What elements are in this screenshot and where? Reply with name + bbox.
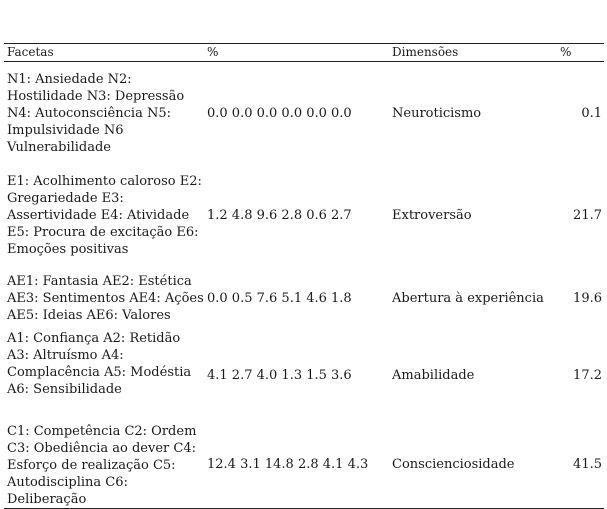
table-row bbox=[4, 266, 604, 330]
dimension-percent: 21.7 bbox=[573, 207, 602, 223]
dimension-percent: 17.2 bbox=[573, 367, 602, 383]
dimension-name: Neuroticismo bbox=[392, 105, 482, 121]
dimension-name: Amabilidade bbox=[392, 367, 475, 383]
dimension-percent: 19.6 bbox=[573, 290, 602, 306]
facet-percentages: 4.1 2.7 4.0 1.3 1.5 3.6 bbox=[207, 367, 352, 383]
header-dimensoes: Dimensões bbox=[392, 45, 459, 59]
facet-list: AE1: Fantasia AE2: Estética AE3: Sentimentos AE4: Ações AE5: Ideias AE6: Valores bbox=[7, 273, 204, 323]
facet-list: A1: Confiança A2: Retidão A3: Altruísmo A4: Complacência A5: Modéstia A6: Sensibilidade bbox=[7, 331, 192, 397]
table-row bbox=[4, 62, 604, 164]
table-row bbox=[4, 420, 604, 508]
facet-percentages: 12.4 3.1 14.8 2.8 4.1 4.3 bbox=[207, 456, 369, 472]
header-percent-dimensions: % bbox=[560, 45, 572, 59]
facet-list: C1: Competência C2: Ordem C3: Obediência ao dever C4: Esforço de realização C5: Autodisciplina C6: Deliberação bbox=[7, 424, 197, 507]
facet-list: E1: Acolhimento caloroso E2: Gregariedade E3: Assertividade E4: Atividade E5: Procura de excitação E6: Emoções positivas bbox=[7, 173, 202, 257]
facets-table bbox=[4, 43, 604, 509]
dimension-name: Abertura à experiência bbox=[392, 290, 544, 306]
table-row bbox=[4, 164, 604, 266]
dimension-name: Extroversão bbox=[392, 207, 472, 223]
dimension-percent: 41.5 bbox=[573, 456, 602, 472]
facet-list: N1: Ansiedade N2: Hostilidade N3: Depressão N4: Autoconsciência N5: Impulsividade N6 Vulnerabilidade bbox=[7, 71, 185, 155]
facet-percentages: 0.0 0.0 0.0 0.0 0.0 0.0 bbox=[207, 105, 352, 121]
dimension-name: Conscienciosidade bbox=[392, 456, 515, 472]
dimension-percent: 0.1 bbox=[581, 105, 602, 121]
header-facetas: Facetas bbox=[7, 45, 54, 59]
facet-percentages: 0.0 0.5 7.6 5.1 4.6 1.8 bbox=[207, 290, 352, 306]
table-row bbox=[4, 330, 604, 420]
facet-percentages: 1.2 4.8 9.6 2.8 0.6 2.7 bbox=[207, 207, 352, 223]
header-percent-facets: % bbox=[207, 45, 219, 59]
table-header-row bbox=[4, 44, 604, 62]
